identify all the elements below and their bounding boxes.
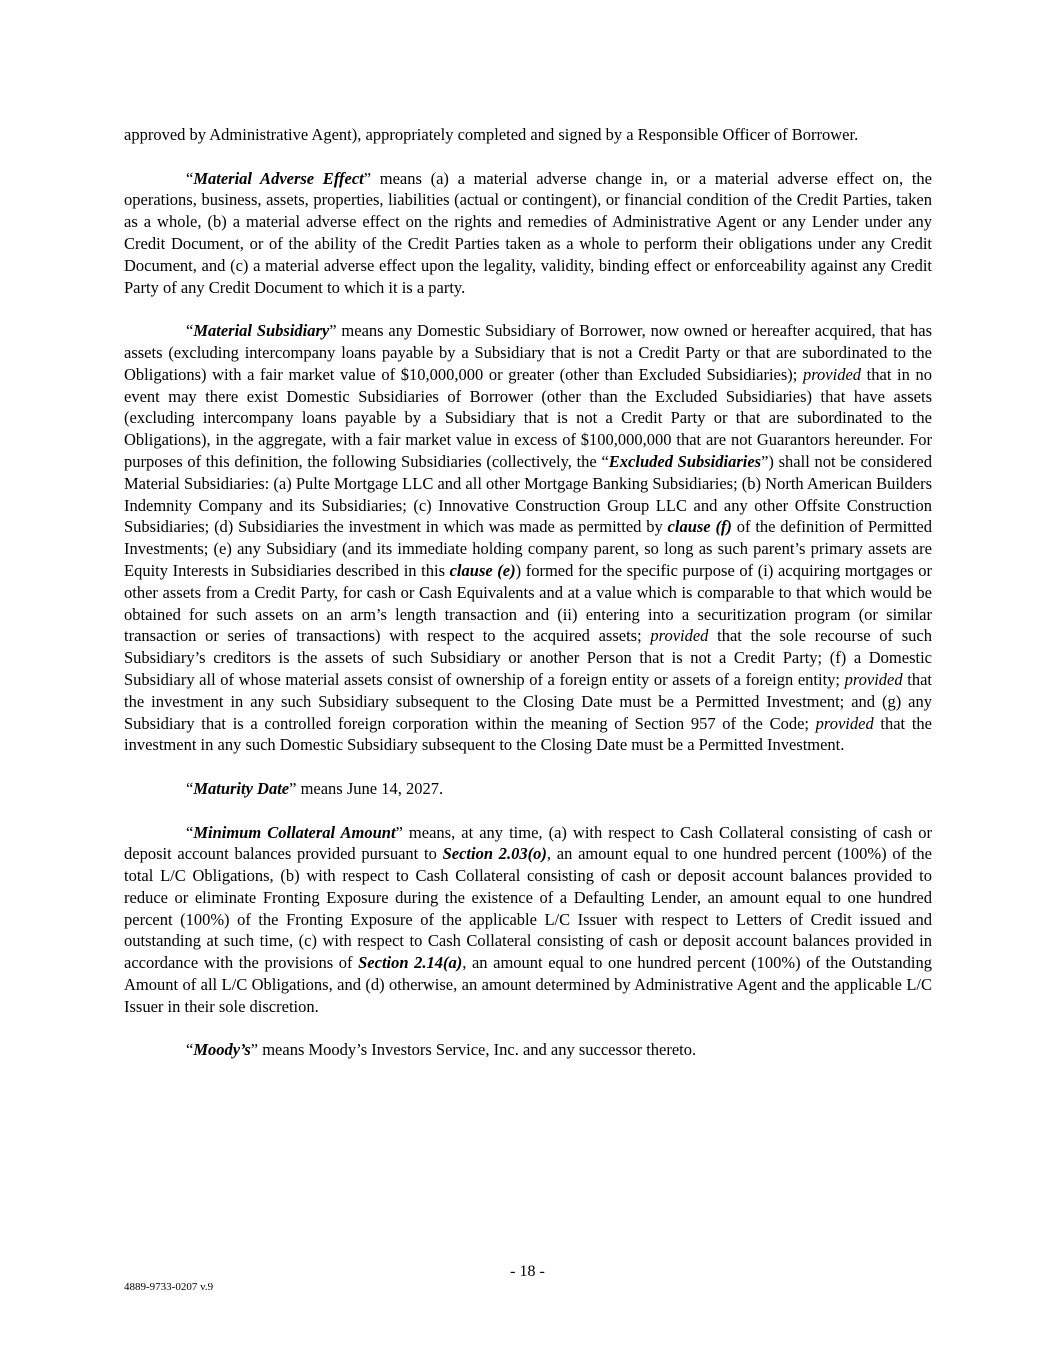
definition-minimum-collateral-amount — [124, 822, 932, 1018]
defined-term: Material Subsidiary — [193, 321, 330, 341]
definition-moodys — [124, 1039, 932, 1061]
open-quote: “ — [186, 1040, 194, 1060]
open-quote: “ — [186, 321, 194, 341]
definition-text: that the investment in any such Subsidiary subsequent to the Closing Date must be a Permitted Investment; and (g) any Subsidiary that is a controlled foreign corporation within the meaning of Section 957 of the Code; — [124, 669, 932, 733]
defined-term: Minimum Collateral Amount — [193, 822, 396, 842]
defined-term: Material Adverse Effect — [193, 168, 364, 188]
definition-text: , an amount equal to one hundred percent (100%) of the Outstanding Amount of all L/C Obligations, and (d) otherwise, an amount determined by Administrative Agent and the applicable L/C Issuer in their sole discretion. — [124, 953, 932, 1016]
open-quote: “ — [186, 778, 194, 798]
definition-text: ) formed for the specific purpose of (i) acquiring mortgages or other assets from a Credit Party, for cash or Cash Equivalents and at a value which is comparable to that which would be obtained for such assets on an arm’s length transaction and (ii) entering into a securitization program (or similar transaction or series of transactions) with respect to the acquired assets; — [124, 560, 932, 646]
clause-reference: clause (e) — [449, 560, 516, 580]
open-quote: “ — [186, 822, 194, 842]
open-quote: “ — [186, 168, 194, 188]
document-id: 4889-9733-0207 v.9 — [124, 1281, 214, 1293]
definition-text: of the definition of Permitted Investments; (e) any Subsidiary (and its immediate holding company parent, so long as such parent’s primary assets are Equity Interests in Subsidiaries described in this — [124, 517, 932, 580]
proviso-word: provided — [803, 364, 862, 384]
definition-text: that the investment in any such Domestic Subsidiary subsequent to the Closing Date must be a Permitted Investment. — [124, 713, 932, 755]
definition-material-subsidiary — [124, 320, 932, 756]
definition-text: ” means any Domestic Subsidiary of Borrower, now owned or hereafter acquired, that has assets (excluding intercompany loans payable by a Subsidiary that is not a Credit Party or that are subordinated to the Obligations) with a fair market value of $10,000,000 or greater (other than Excluded Subsidiaries); — [124, 321, 932, 384]
proviso-word: provided — [844, 669, 903, 689]
proviso-word: provided — [815, 713, 874, 733]
defined-term: Maturity Date — [193, 778, 290, 798]
definition-text: ” means June 14, 2027. — [289, 778, 444, 798]
definition-text: ” means (a) a material adverse change in, or a material adverse effect on, the operations, business, assets, properties, liabilities (actual or contingent), or financial condition of the Credit Parties, taken as a whole, (b) a material adverse effect on the rights and remedies of Administrative Agent or any Lender under any Credit Document, or of the ability of the Credit Parties taken as a whole to perform their obligations under any Credit Document, and (c) a material adverse effect upon the legality, validity, binding effect or enforceability against any Credit Party of any Credit Document to which it is a party. — [124, 168, 933, 297]
section-reference: Section 2.14(a) — [358, 953, 463, 973]
definition-text: , an amount equal to one hundred percent (100%) of the total L/C Obligations, (b) with respect to Cash Collateral consisting of cash or deposit account balances provided to reduce or eliminate Fronting Exposure during the existence of a Defaulting Lender, an amount equal to one hundred percent (100%) of the Fronting Exposure of the applicable L/C Issuer with respect to Letters of Credit issued and outstanding at such time, (c) with respect to Cash Collateral consisting of cash or deposit account balances provided in accordance with the provisions of — [124, 844, 932, 973]
page-number: - 18 - — [510, 1263, 545, 1280]
definition-text: ” means, at any time, (a) with respect to Cash Collateral consisting of cash or deposit account balances provided pursuant to — [124, 822, 932, 864]
defined-term: Moody’s — [193, 1040, 251, 1060]
proviso-word: provided — [650, 626, 709, 646]
definition-text: that in no event may there exist Domestic Subsidiaries of Borrower (other than the Excluded Subsidiaries) that have assets (excluding intercompany loans payable by a Subsidiary that is not a Credit Party or that are subordinated to the Obligations), in the aggregate, with a fair market value in excess of $100,000,000 that are not Guarantors hereunder. For purposes of this definition, the following Subsidiaries (collectively, the “ — [124, 364, 933, 471]
definition-text: ” means Moody’s Investors Service, Inc. and any successor thereto. — [250, 1040, 697, 1060]
definition-text: ”) shall not be considered Material Subsidiaries: (a) Pulte Mortgage LLC and all other Mortgage Banking Subsidiaries; (b) North American Builders Indemnity Company and its Subsidiaries; (c) Innovative Construction Group LLC and any other Offsite Construction Subsidiaries; (d) Subsidiaries the investment in which was made as permitted by — [124, 451, 932, 537]
defined-term: Excluded Subsidiaries — [608, 451, 762, 471]
section-reference: Section 2.03(o) — [442, 844, 547, 864]
document-body — [124, 124, 932, 1083]
definition-material-adverse-effect — [124, 168, 932, 299]
paragraph-continuation — [124, 124, 932, 146]
paragraph-text: approved by Administrative Agent), appropriately completed and signed by a Responsible Officer of Borrower. — [124, 125, 859, 144]
definition-maturity-date — [124, 778, 932, 800]
definition-text: that the sole recourse of such Subsidiary’s creditors is the assets of such Subsidiary or another Person that is not a Credit Party; (f) a Domestic Subsidiary all of whose material assets consist of ownership of a foreign entity or assets of a foreign entity; — [124, 626, 932, 689]
clause-reference: clause (f) — [667, 517, 732, 537]
